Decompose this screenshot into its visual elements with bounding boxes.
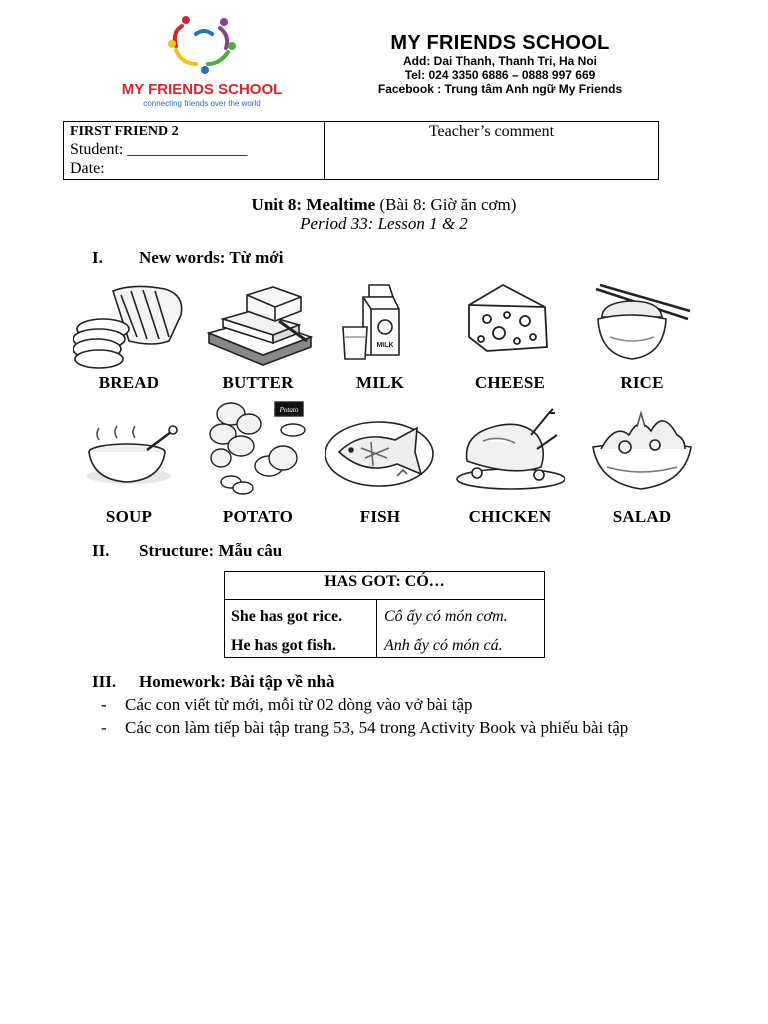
word-label-fish: FISH <box>359 507 401 526</box>
table-row-vi: Cô ấy có món cơm. <box>384 608 508 625</box>
student-info-cell <box>64 122 325 179</box>
unit-title-vi: (Bài 8: Giờ ăn cơm) <box>379 195 517 214</box>
list-item-bullet: - <box>101 718 107 737</box>
bread-icon <box>73 281 185 371</box>
list-item: Các con làm tiếp bài tập trang 53, 54 trong Activity Book và phiếu bài tập <box>125 718 629 737</box>
unit-heading <box>0 195 768 215</box>
school-address: Add: Dai Thanh, Thanh Tri, Ha Noi <box>403 54 597 68</box>
period-subtitle: Period 33: Lesson 1 & 2 <box>300 214 468 233</box>
list-item: Các con viết từ mới, mỗi từ 02 dòng vào vở bài tập <box>125 695 473 714</box>
word-label-butter: BUTTER <box>222 373 294 392</box>
logo-wordmark: MY FRIENDS SCHOOL <box>121 81 283 98</box>
salad-icon <box>585 405 697 495</box>
section-structure-number: II. <box>92 541 110 560</box>
cheese-icon <box>463 281 575 371</box>
structure-vietnamese-column <box>377 600 544 658</box>
school-facebook: Facebook : Trung tâm Anh ngữ My Friends <box>377 82 623 96</box>
soup-icon <box>73 410 185 500</box>
table-row-en: He has got fish. <box>231 637 336 654</box>
student-name-field[interactable]: Student: _______________ <box>70 141 248 158</box>
school-logo <box>112 12 292 110</box>
structure-english-column <box>225 600 377 658</box>
structure-table-header: HAS GOT: CÓ… <box>225 572 544 600</box>
word-label-cheese: CHEESE <box>474 373 546 392</box>
milk-carton-label: MILK <box>376 342 394 349</box>
logo-people-ring-icon <box>168 16 236 74</box>
date-field[interactable]: Date: <box>70 160 105 177</box>
potato-tag-label: Potato <box>279 406 299 414</box>
school-title: MY FRIENDS SCHOOL <box>390 32 610 54</box>
table-row-en: She has got rice. <box>231 608 343 625</box>
word-label-salad: SALAD <box>612 507 672 526</box>
section-structure-title: Structure: Mẫu câu <box>139 541 283 560</box>
word-label-chicken: CHICKEN <box>468 507 552 526</box>
structure-table <box>224 571 545 658</box>
rice-icon <box>590 281 702 371</box>
word-label-milk: MILK <box>355 373 405 392</box>
potato-icon <box>203 400 315 490</box>
teacher-comment-label: Teacher’s comment <box>428 123 555 140</box>
list-item-bullet: - <box>101 695 107 714</box>
logo-tagline: connecting friends over the world <box>143 99 261 108</box>
chicken-icon <box>453 405 565 495</box>
butter-icon <box>203 281 315 371</box>
section-new-words-title: New words: Từ mới <box>139 248 284 267</box>
class-name: FIRST FRIEND 2 <box>70 124 179 139</box>
section-new-words-number: I. <box>92 248 103 267</box>
section-homework-number: III. <box>92 672 117 691</box>
teacher-comment-cell[interactable] <box>325 122 658 179</box>
student-info-box <box>63 121 659 180</box>
word-label-bread: BREAD <box>98 373 160 392</box>
structure-table-body <box>225 600 544 658</box>
milk-icon <box>333 281 445 371</box>
fish-icon <box>325 410 437 500</box>
word-label-rice: RICE <box>620 373 664 392</box>
word-label-potato: POTATO <box>222 507 294 526</box>
word-label-soup: SOUP <box>105 507 153 526</box>
table-row-vi: Anh ấy có món cá. <box>384 637 503 654</box>
school-phone: Tel: 024 3350 6886 – 0888 997 669 <box>404 68 596 82</box>
unit-title: Unit 8: Mealtime <box>251 195 376 214</box>
section-homework-title: Homework: Bài tập về nhà <box>139 672 335 691</box>
